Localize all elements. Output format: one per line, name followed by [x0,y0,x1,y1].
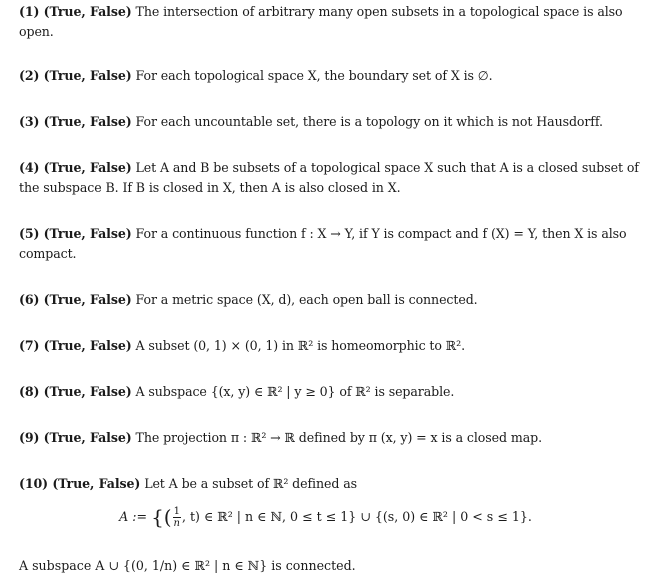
question-label: (1) (True, False) [19,4,132,19]
question-7 [19,336,641,356]
question-4 [19,158,641,198]
formula-set1-rest: , t) ∈ ℝ² | n ∈ ℕ, 0 ≤ t ≤ 1} [181,509,357,524]
question-text: A subspace {(x, y) ∈ ℝ² | y ≥ 0} of ℝ² is separable. [135,384,455,399]
question-text: For each uncountable set, there is a topology on it which is not Hausdorff. [135,114,603,129]
question-label: (6) (True, False) [19,292,132,307]
question-3 [19,112,641,132]
question-label: (7) (True, False) [19,338,132,353]
question-5 [19,224,641,264]
question-label: (5) (True, False) [19,226,132,241]
question-label: (2) (True, False) [19,68,132,83]
question-10 [19,474,641,494]
question-label: (4) (True, False) [19,160,132,175]
question-text: For a continuous function f : X → Y, if Y is compact and f (X) = Y, then X is also compact. [19,226,627,261]
fraction-numerator: 1 [173,506,180,517]
question-label: (8) (True, False) [19,384,132,399]
formula-lhs: A := [119,509,148,524]
question-8 [19,382,641,402]
question-label: (9) (True, False) [19,430,132,445]
question-text: Let A and B be subsets of a topological space X such that A is a closed subset of the subspace B. If B is closed in X, then A is also closed in X. [19,160,639,195]
formula-union: ∪ [360,509,371,524]
question-2 [19,66,641,86]
question-10-conclusion: A subspace A ∪ {(0, 1/n) ∈ ℝ² | n ∈ ℕ} is connected. [19,558,356,573]
fraction-denominator: n [173,518,180,529]
question-9 [19,428,641,448]
set-definition-formula [0,504,651,530]
question-1 [19,2,641,42]
question-text: The projection π : ℝ² → ℝ defined by π (x, y) = x is a closed map. [135,430,542,445]
question-text: The intersection of arbitrary many open subsets in a topological space is also open. [19,4,623,39]
formula-set2: {(s, 0) ∈ ℝ² | 0 < s ≤ 1}. [374,509,532,524]
question-text: For a metric space (X, d), each open ball is connected. [135,292,478,307]
question-label: (3) (True, False) [19,114,132,129]
question-text: Let A be a subset of ℝ² defined as [144,476,357,491]
formula-set1-open: {( [151,505,172,529]
question-text: A subset (0, 1) × (0, 1) in ℝ² is homeomorphic to ℝ². [135,338,465,353]
question-label: (10) (True, False) [19,476,141,491]
question-6 [19,290,641,310]
question-text: For each topological space X, the boundary set of X is ∅. [135,68,493,83]
formula-fraction [173,506,181,529]
